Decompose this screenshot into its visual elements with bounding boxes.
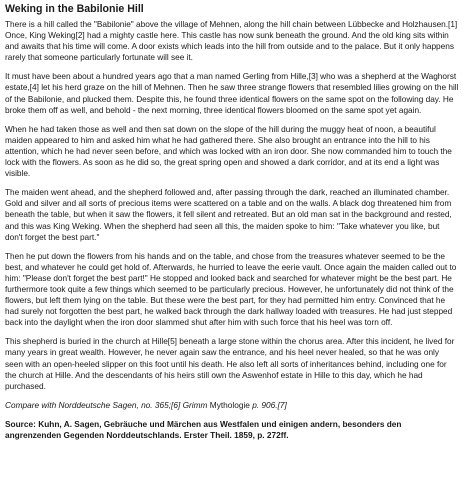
paragraph-intro: There is a hill called the "Babilonie" above the village of Mehnen, along the hill chain between Lübbecke and Holzhausen.[1] Once, King Weking[2] had a mighty castle here. This castle has now sunk beneath the ground. And the old king sits within and awaits that his time will come. A door exists which leads into the hill from outside and to the palace. But it only happens rarely that someone particularly fortunate will see it. xyxy=(5,19,458,63)
paragraph-chamber: The maiden went ahead, and the shepherd followed and, after passing through the dark, reached an illuminated chamber. Gold and silver and all sorts of precious items were scattered on a table and on the walls. A black dog threatened him from beneath the table, but when it saw the flowers, it fell silent and retreated. But an old man sat in the background and rested, and this was King Weking. When the shepherd had seen all this, the maiden spoke to him: "Take whatever you like, but don't forget the best part." xyxy=(5,187,452,242)
paragraph-gerling: It must have been about a hundred years ago that a man named Gerling from Hille,[3] who was a shepherd at the Waghorst estate,[4] let his herd graze on the hill of Mehnen. Then he saw three strange flowers that resembled lilies growing on the hill of the Babilonie, and plucked them. Despite this, he found three identical flowers on the same spot on the following day. He broke them off as well, and behold - the next morning, three identical flowers bloomed on the same spot yet again. xyxy=(5,71,459,115)
compare-reference-link[interactable]: Norddeutsche Sagen, no. 365;[6] Grimm xyxy=(58,399,210,410)
compare-prefix: Compare with xyxy=(5,399,59,410)
source-reference-link[interactable]: Kuhn, A. Sagen, Gebräuche und Märchen aus Westfalen und einigen andern, besonders den angrenzenden Gegenden Norddeutschlands. Erster Theil. 1859, p. 272ff. xyxy=(5,418,402,440)
compare-mythologie: Mythologie xyxy=(209,399,250,410)
page-title: Weking in the Babilonie Hill xyxy=(5,3,144,15)
compare-page-ref: p. 906.[7] xyxy=(249,399,287,410)
source-label: Source: xyxy=(5,418,39,429)
source-citation xyxy=(5,419,459,441)
paragraph-maiden: When he had taken those as well and then sat down on the slope of the hill during the muggy heat of noon, a beautiful maiden appeared to him and asked him what he had gathered there. She also brought an entrance into the hill to his attention, which he had never seen before, and which was locked with an iron door. She now commanded him to touch the lock with the flowers. As soon as he did so, the great spring open and showed a dark corridor, and at its end a light was visible. xyxy=(5,123,452,179)
compare-line xyxy=(5,400,459,411)
paragraph-burial: This shepherd is buried in the church at Hille[5] beneath a large stone within the chorus area. After this incident, he lived for many years in great wealth. However, he never again saw the entrance, and his heel never healed, so that he was only seen with an open-heeled slipper on this foot until his death. He also left all sorts of inheritances behind, including one for the church at Hille. And the descendants of his heirs still own the Aswenhof estate in Hille to this day, which he had purchased. xyxy=(5,336,455,391)
paragraph-treasures: Then he put down the flowers from his hands and on the table, and chose from the treasures whatever seemed to be the best, and whatever he could get hold of. Afterwards, he hurried to leave the eerie vault. Once again the maiden called out to him: "Please don't forget the best part!" He stopped and looked back and searched for whatever might be the best part. He furthermore took quite a few things which seemed to be particularly precious. However, he unfortunately did not think of the flowers, but left them lying on the table. But these were the best part, for they had permitted him entry. Convinced that he had surely not forgotten the best part, he walked back through the dark hallway loaded with treasures. He had just stepped back into the daylight when the iron door slammed shut after him with such force that his heel was torn off. xyxy=(5,250,457,328)
